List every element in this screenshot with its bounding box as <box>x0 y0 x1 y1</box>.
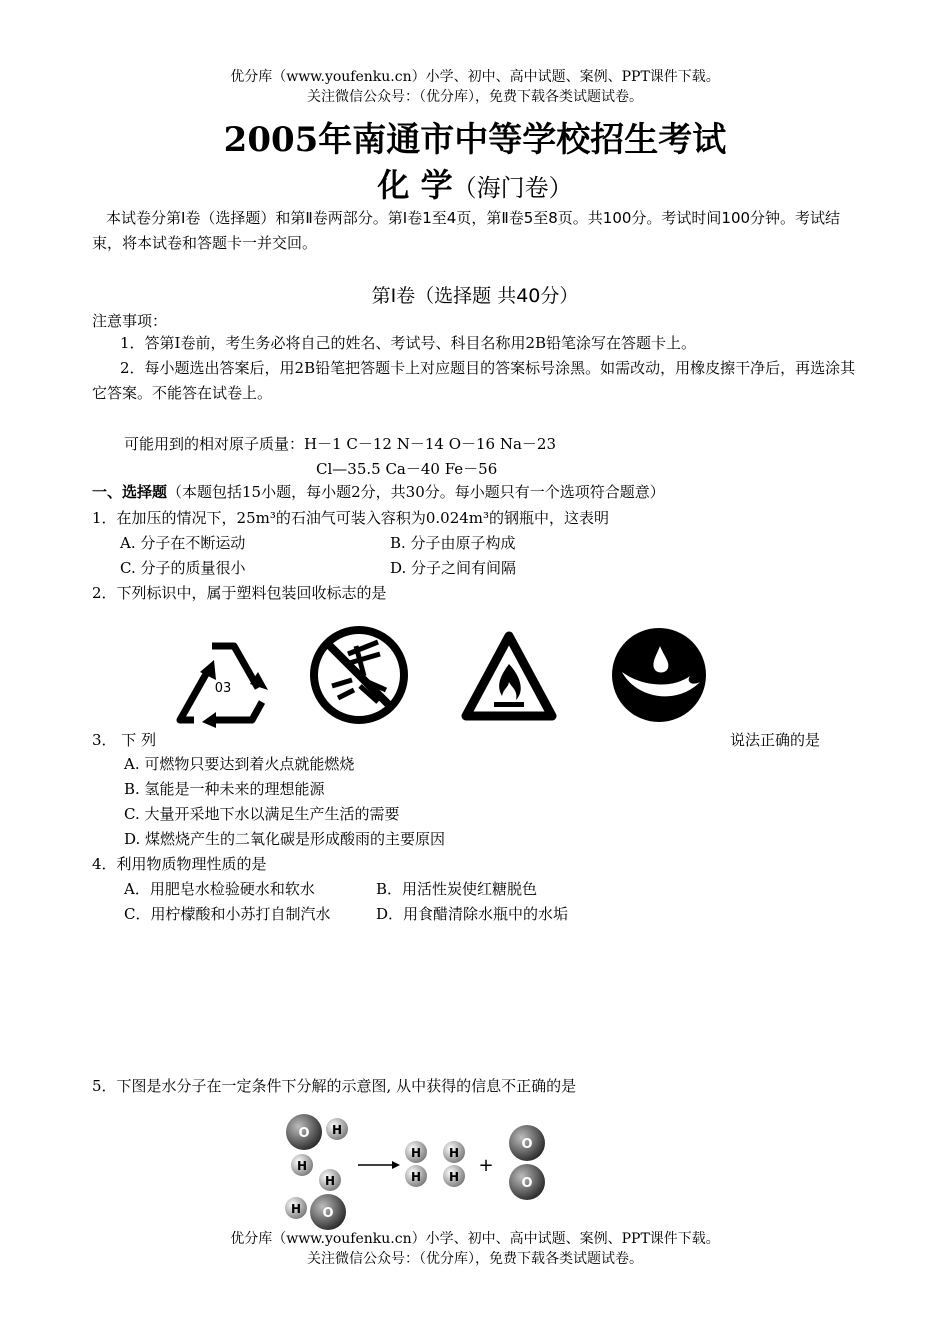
atom-o-label: O <box>298 1126 310 1141</box>
atom-o-label: O <box>521 1176 533 1191</box>
subject-sub: （海门卷） <box>452 174 573 202</box>
q2-stem: 2．下列标识中，属于塑料包装回收标志的是 <box>92 584 387 602</box>
atom-h-label: H <box>296 1159 308 1173</box>
q3-option-b: B. 氢能是一种未来的理想能源 <box>124 780 325 798</box>
site-header-line1: 优分库（www.youfenku.cn）小学、初中、高中试题、案例、PPT课件下载。 <box>230 69 720 85</box>
part1-title: 第Ⅰ卷（选择题 共40分） <box>371 285 579 307</box>
atomic-masses-line2: Cl—35.5 Ca－40 Fe－56 <box>316 460 498 478</box>
section1-header <box>92 481 665 502</box>
q1-option-b: B. 分子由原子构成 <box>390 534 516 552</box>
q3-option-c: C. 大量开采地下水以满足生产生活的需要 <box>124 805 400 823</box>
atom-o-label: O <box>521 1137 533 1152</box>
notice-item2: 2．每小题选出答案后，用2B铅笔把答题卡上对应题目的答案标号涂黑。如需改动，用橡皮擦干净后，再选涂其它答案。不能答在试卷上。 <box>92 359 856 402</box>
atom-h-label: H <box>448 1170 460 1184</box>
atom-h-label: H <box>410 1146 422 1160</box>
exam-title: 2005年南通市中等学校招生考试 <box>223 120 727 160</box>
q1-option-a: A. 分子在不断运动 <box>120 534 246 552</box>
q4-option-b: B．用活性炭使红糖脱色 <box>376 880 538 898</box>
exam-intro: 本试卷分第Ⅰ卷（选择题）和第Ⅱ卷两部分。第Ⅰ卷1至4页，第Ⅱ卷5至8页。共100分。考试时间100分钟。考试结束，将本试卷和答题卡一并交回。 <box>92 209 841 252</box>
q1-stem: 1．在加压的情况下，25m³的石油气可装入容积为0.024m³的钢瓶中，这表明 <box>92 509 610 527</box>
exam-subject <box>0 160 950 206</box>
site-header-line2: 关注微信公众号：（优分库），免费下载各类试题试卷。 <box>307 89 643 105</box>
atom-o-label: O <box>322 1206 334 1221</box>
notice-label: 注意事项： <box>92 312 168 330</box>
notice-item1: 1．答第Ⅰ卷前，考生务必将自己的姓名、考试号、科目名称用2B铅笔涂写在答题卡上。 <box>120 334 697 352</box>
q4-option-a: A．用肥皂水检验硬水和软水 <box>124 880 315 898</box>
recycle-symbol-icon <box>172 632 274 728</box>
q4-option-c: C．用柠檬酸和小苏打自制汽水 <box>124 905 331 923</box>
atom-h-label: H <box>410 1170 422 1184</box>
q3-option-d: D. 煤燃烧产生的二氧化碳是形成酸雨的主要原因 <box>124 830 446 848</box>
subject-main: 化 学 <box>377 166 453 204</box>
q4-option-d: D．用食醋清除水瓶中的水垢 <box>376 905 569 923</box>
plus-sign: + <box>478 1155 494 1176</box>
q1-option-d: D. 分子之间有间隔 <box>390 559 517 577</box>
water-saving-symbol-icon <box>610 626 708 724</box>
recycle-code: 03 <box>214 681 232 696</box>
site-footer-line1: 优分库（www.youfenku.cn）小学、初中、高中试题、案例、PPT课件下载。 <box>230 1231 720 1247</box>
water-decomposition-diagram <box>282 1110 562 1236</box>
q3-stem-right: 说法正确的是 <box>730 731 821 749</box>
no-logging-symbol-icon <box>308 624 410 726</box>
atom-h-label: H <box>290 1202 302 1216</box>
q4-stem: 4．利用物质物理性质的是 <box>92 855 267 873</box>
q1-option-c: C. 分子的质量很小 <box>120 559 246 577</box>
flammable-warning-icon <box>460 630 558 722</box>
section1-desc: （本题包括15小题，每小题2分，共30分。每小题只有一个选项符合题意） <box>167 483 665 501</box>
atom-h-label: H <box>324 1174 336 1188</box>
q3-stem-left: 3． 下 列 <box>92 731 157 749</box>
section1-heading: 一、选择题 <box>92 483 168 501</box>
q5-stem: 5．下图是水分子在一定条件下分解的示意图, 从中获得的信息不正确的是 <box>92 1077 577 1095</box>
atom-h-label: H <box>331 1123 343 1137</box>
q3-option-a: A. 可燃物只要达到着火点就能燃烧 <box>124 755 355 773</box>
atom-h-label: H <box>448 1146 460 1160</box>
site-footer-line2: 关注微信公众号：（优分库），免费下载各类试题试卷。 <box>307 1251 643 1267</box>
atomic-masses-line1: 可能用到的相对原子质量：H－1 C－12 N－14 O－16 Na－23 <box>124 435 557 453</box>
